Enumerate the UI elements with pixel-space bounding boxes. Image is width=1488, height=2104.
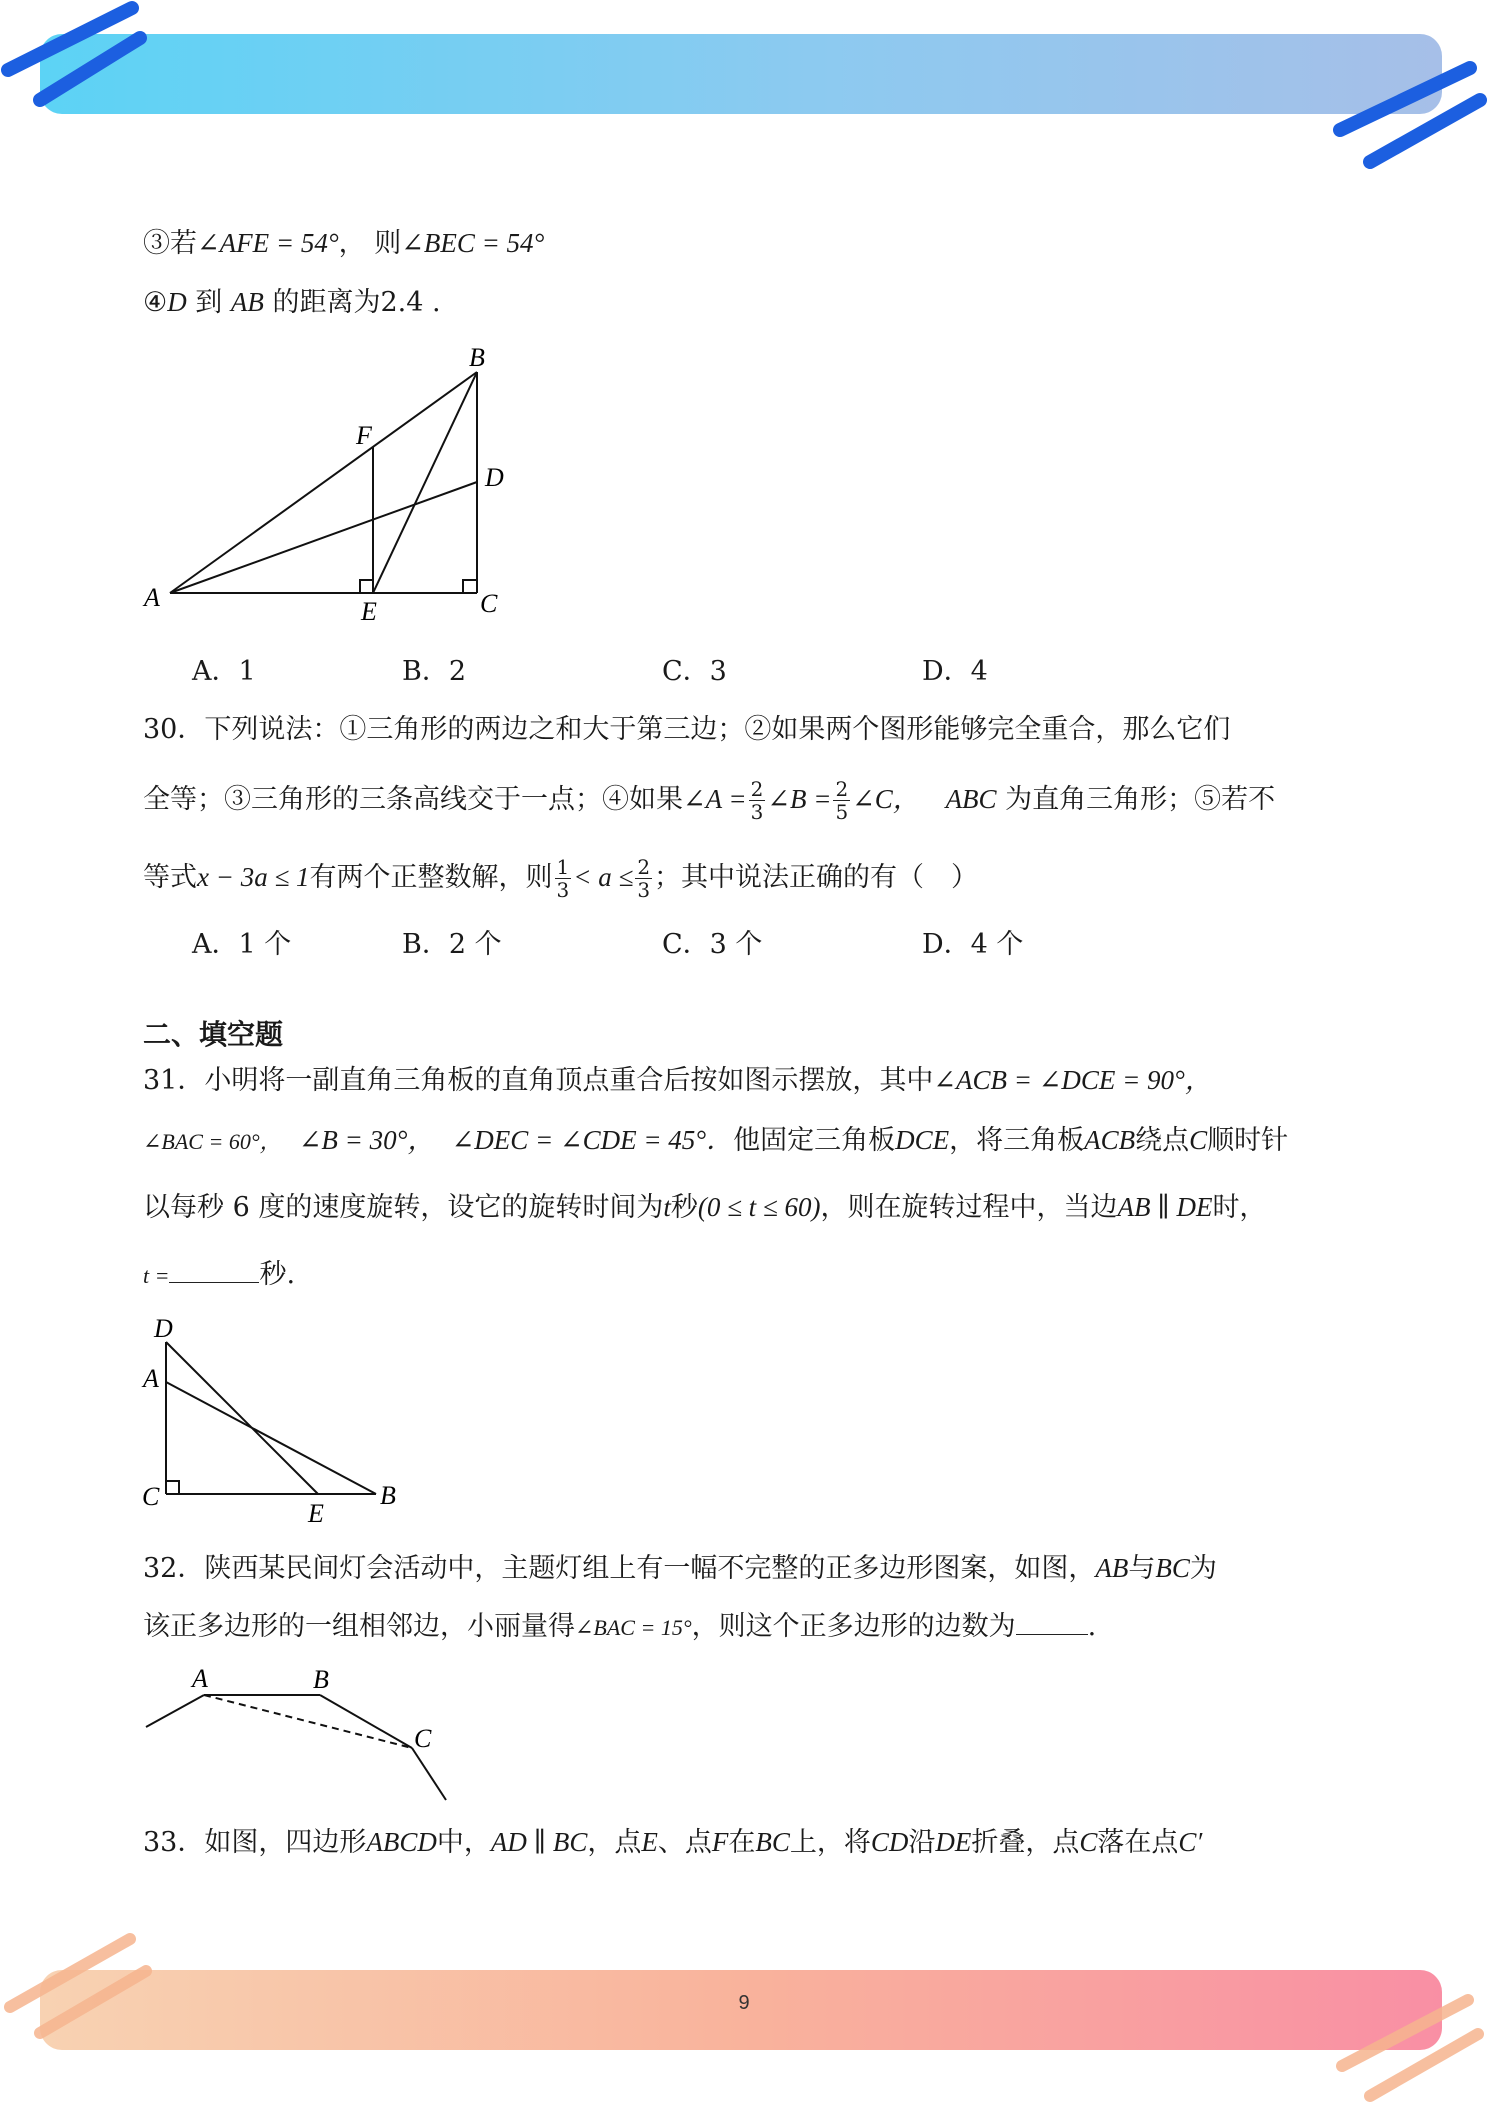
q32-line1-b: 与	[1128, 1553, 1156, 1584]
q33-h: 上，将	[789, 1827, 871, 1858]
statement-4-d: D	[167, 287, 187, 317]
q32-line2-c: .	[1087, 1611, 1097, 1642]
q31-e2: ∠B = 30°，	[298, 1125, 435, 1155]
q31-t-eq: t =	[143, 1263, 170, 1288]
q32-line-1	[143, 1548, 1217, 1589]
fig1-label-a: A	[144, 583, 160, 612]
q30-line2-rest: 为直角三角形；⑤若不	[996, 784, 1276, 815]
footer-stripes-left	[0, 1925, 170, 2045]
q29-option-d[interactable]: D．4	[922, 656, 988, 687]
fig1-label-c: C	[480, 589, 498, 618]
page-number: 9	[738, 1992, 750, 2014]
q33-e: E	[641, 1827, 658, 1857]
q30-line3-text-a: 等式	[143, 862, 197, 893]
q33-bc: BC	[755, 1827, 790, 1857]
header-stripes-left	[0, 0, 170, 120]
frac-3-num: 1	[556, 855, 570, 879]
figure-polygon	[130, 1655, 470, 1815]
q31-ab-par-de: AB ∥ DE	[1117, 1192, 1213, 1222]
q31-line-2	[143, 1120, 1288, 1162]
q32-bc: BC	[1155, 1553, 1190, 1583]
q31-line2-c: 绕点	[1135, 1125, 1190, 1156]
q33-i: 沿	[908, 1827, 936, 1858]
statement-4-suffix: 的距离为2.4 .	[263, 287, 441, 318]
frac-2-den: 5	[835, 800, 849, 824]
q32-answer-blank[interactable]	[1016, 1610, 1088, 1635]
header-stripes-right	[1320, 50, 1488, 180]
q29-option-a[interactable]: A．1	[192, 656, 256, 687]
q31-line3-d: 时，	[1212, 1192, 1267, 1223]
q33-g: 在	[728, 1827, 756, 1858]
statement-3-mid: ， 则	[338, 228, 402, 259]
q30-line-3	[143, 856, 978, 901]
q33-f: F	[711, 1827, 729, 1857]
fig2-label-a: A	[143, 1364, 159, 1393]
q31-line2-d: 顺时针	[1207, 1125, 1289, 1156]
q30-line-1: 30．下列说法：①三角形的两边之和大于第三边；②如果两个图形能够完全重合，那么它们	[143, 714, 1231, 745]
q29-option-b[interactable]: B．2	[402, 656, 467, 687]
frac-1-num: 2	[750, 777, 764, 801]
q33-de: DE	[935, 1827, 972, 1857]
q30-line3-text-c: ；其中说法正确的有（ ）	[654, 862, 979, 893]
q29-option-c[interactable]: C．3	[662, 656, 727, 687]
q32-line1-c: 为	[1189, 1553, 1217, 1584]
frac-4-num: 2	[637, 855, 651, 879]
q31-line-1	[143, 1060, 1212, 1101]
q30-eq3: ∠C，	[852, 784, 920, 814]
q31-e1: ∠BAC = 60°，	[143, 1129, 282, 1154]
q30-line2-text: 全等；③三角形的三条高线交于一点；④如果	[143, 784, 683, 815]
q33-c: ，点	[587, 1827, 642, 1858]
q31-line3-c: ，则在旋转过程中，当边	[820, 1192, 1118, 1223]
q31-line1-expr: ∠ACB = ∠DCE = 90°，	[933, 1065, 1212, 1095]
q31-range: (0 ≤ t ≤ 60)	[697, 1192, 821, 1222]
statement-4-mid: 到	[186, 287, 231, 318]
q31-line2-a: 他固定三角板	[733, 1125, 896, 1156]
q30-ineq: x − 3a ≤ 1	[197, 862, 310, 892]
fig2-label-c: C	[142, 1482, 160, 1511]
q30-frac-3	[555, 856, 572, 901]
header-banner	[40, 34, 1442, 114]
q31-line3-a: 以每秒 6 度的速度旋转，设它的旋转时间为	[143, 1192, 664, 1223]
statement-3	[143, 223, 544, 264]
q30-abc: ABC	[945, 784, 997, 814]
q33-j: 折叠，点	[971, 1827, 1080, 1858]
q30-option-b[interactable]: B．2 个	[402, 929, 502, 960]
fig3-label-a: A	[192, 1664, 208, 1693]
fig1-label-b: B	[469, 343, 485, 372]
statement-4-ab: AB	[230, 287, 264, 317]
q30-frac-2	[833, 778, 850, 823]
q32-expr: ∠BAC = 15°	[575, 1615, 692, 1640]
q30-frac-1	[749, 778, 766, 823]
q33-a: 33．如图，四边形	[143, 1827, 367, 1858]
q31-line-3	[143, 1187, 1266, 1228]
fig1-label-e: E	[361, 597, 377, 626]
statement-3-expr2: ∠BEC = 54°	[401, 228, 545, 258]
q30-option-d[interactable]: D．4 个	[922, 929, 1024, 960]
q31-line3-b: 秒	[670, 1192, 698, 1223]
statement-4-prefix: ④	[143, 287, 168, 318]
q32-line-2	[143, 1607, 1096, 1648]
q31-line1-text: 31．小明将一副直角三角板的直角顶点重合后按如图示摆放，其中	[143, 1065, 934, 1096]
q31-line-4	[143, 1255, 295, 1296]
q30-eq1: ∠A =	[683, 784, 747, 814]
statement-3-prefix: ③若	[143, 228, 197, 259]
q31-line4-b: 秒.	[259, 1259, 296, 1290]
q31-answer-blank[interactable]	[169, 1258, 259, 1283]
q32-line2-b: ，则这个正多边形的边数为	[691, 1611, 1016, 1642]
q32-line1-a: 32．陕西某民间灯会活动中，主题灯组上有一幅不完整的正多边形图案，如图，	[143, 1553, 1096, 1584]
statement-4	[143, 282, 441, 323]
q32-line2-a: 该正多边形的一组相邻边，小丽量得	[143, 1611, 575, 1642]
q33-b: 中，	[436, 1827, 491, 1858]
q31-dce: DCE	[895, 1125, 950, 1155]
q33-cpt: C	[1079, 1827, 1098, 1857]
fig1-label-f: F	[356, 421, 372, 450]
q33-k: 落在点	[1097, 1827, 1179, 1858]
figure-triangle-abc	[130, 330, 530, 630]
q31-line2-b: ，将三角板	[949, 1125, 1085, 1156]
frac-4-den: 3	[637, 878, 651, 902]
fig2-label-e: E	[308, 1499, 324, 1528]
fig1-label-d: D	[485, 463, 504, 492]
q30-eq2: ∠B =	[767, 784, 832, 814]
q33-cprime: C′	[1178, 1827, 1203, 1857]
q31-cpt: C	[1189, 1125, 1208, 1155]
q30-frac-4	[635, 856, 652, 901]
q30-option-c[interactable]: C．3 个	[662, 929, 763, 960]
q30-option-a[interactable]: A．1 个	[192, 929, 292, 960]
q31-t: t	[663, 1192, 671, 1222]
fig3-label-c: C	[414, 1724, 432, 1753]
q33-d: 、点	[657, 1827, 712, 1858]
figure-triangle-boards	[130, 1310, 430, 1530]
q30-mid: < a ≤	[573, 862, 634, 892]
frac-3-den: 3	[556, 878, 570, 902]
fig2-label-b: B	[380, 1481, 396, 1510]
q31-acb: ACB	[1084, 1125, 1136, 1155]
q33-par: AD ∥ BC	[490, 1827, 588, 1857]
q31-e3: ∠DEC = ∠CDE = 45°．	[451, 1125, 734, 1155]
section-title: 二、填空题	[143, 1018, 284, 1051]
frac-2-num: 2	[835, 777, 849, 801]
fig2-label-d: D	[154, 1314, 173, 1343]
q33-line-1	[143, 1822, 1202, 1863]
q33-cd: CD	[870, 1827, 909, 1857]
q30-line3-text-b: 有两个正整数解，则	[309, 862, 553, 893]
q30-line-2	[143, 778, 1275, 823]
q33-abcd: ABCD	[366, 1827, 437, 1857]
statement-3-expr1: ∠AFE = 54°	[197, 228, 339, 258]
fig3-label-b: B	[313, 1665, 329, 1694]
q32-ab: AB	[1095, 1553, 1129, 1583]
frac-1-den: 3	[750, 800, 764, 824]
